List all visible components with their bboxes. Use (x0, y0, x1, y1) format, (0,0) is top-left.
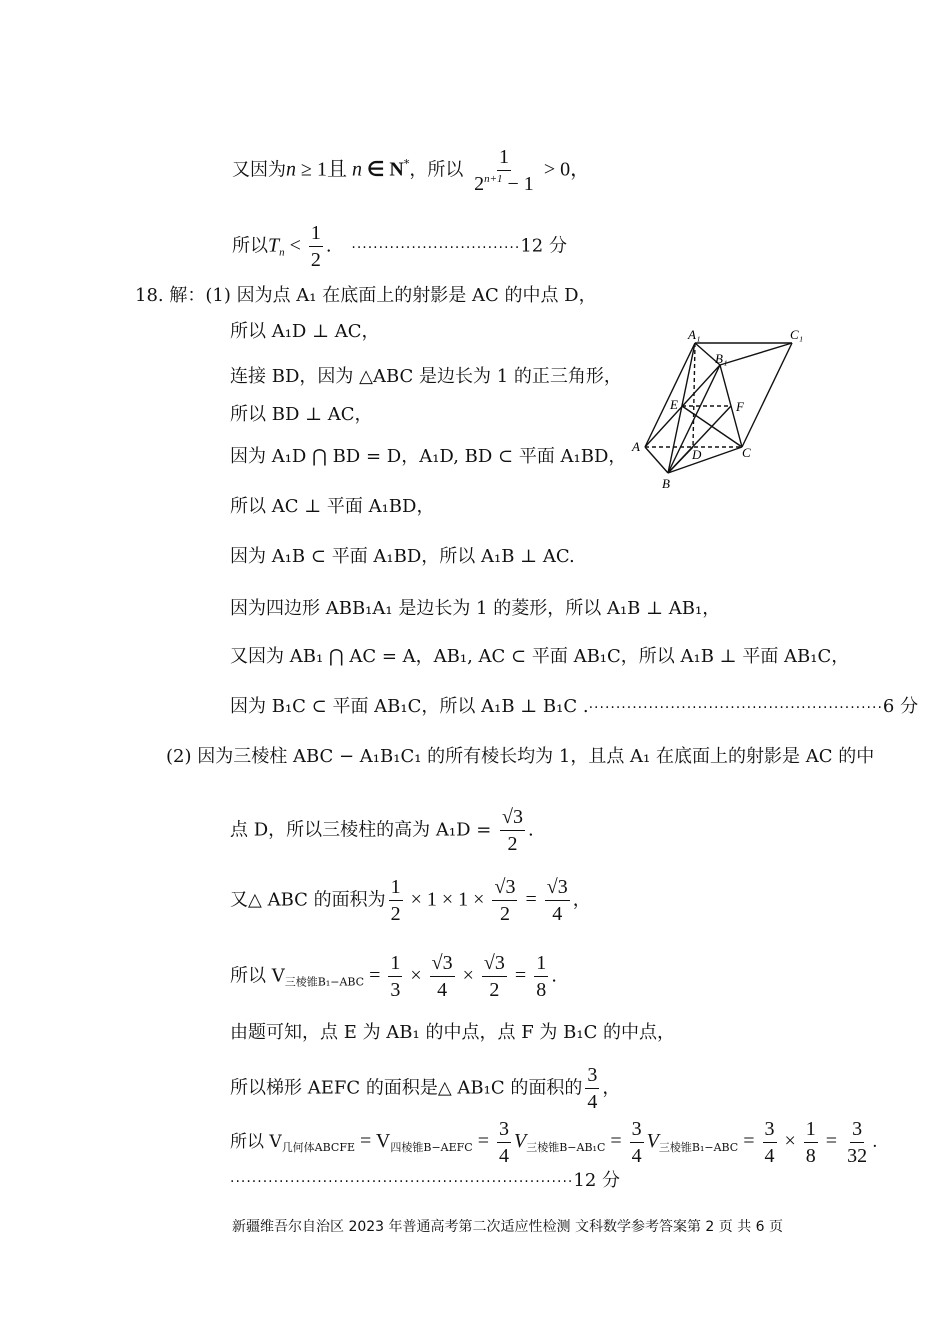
text: 所以 V (230, 1132, 282, 1152)
var-n: n (351, 158, 362, 181)
denominator: 2 (390, 903, 401, 925)
denominator: 4 (631, 1145, 642, 1167)
numerator: 1 (309, 222, 323, 247)
denominator: 4 (437, 979, 448, 1001)
text: . (528, 819, 534, 841)
edge-B1C1 (720, 343, 792, 365)
den-exp: n+1 (484, 173, 503, 185)
subscript: 四棱锥B−AEFC (390, 1141, 473, 1154)
text: ≥ 1且 (296, 158, 352, 181)
denominator: 4 (498, 1145, 509, 1167)
step: 连接 BD，因为 △ABC 是边长为 1 的正三角形， (230, 366, 622, 387)
fraction (492, 876, 517, 925)
label-E: E (670, 397, 678, 412)
denominator: 32 (847, 1145, 868, 1167)
subscript: 三棱锥B₁−ABC (284, 975, 365, 989)
text: ， (572, 889, 591, 911)
numerator: 3 (763, 1118, 777, 1143)
subscript: 三棱锥B−AB₁C (526, 1141, 606, 1154)
leader-dots: ······························································· (230, 1174, 574, 1190)
text: = (820, 1130, 843, 1152)
numerator: √3 (482, 952, 507, 977)
var-n: n (286, 158, 296, 181)
numerator: √3 (545, 876, 570, 901)
denominator: 4 (552, 903, 563, 925)
fraction (585, 1064, 599, 1113)
denominator (472, 171, 536, 195)
score: 6 分 (882, 696, 919, 717)
step (230, 698, 918, 716)
fraction (482, 952, 507, 1001)
denominator: 8 (536, 979, 547, 1001)
fraction (630, 1118, 644, 1167)
text: . (872, 1132, 878, 1152)
text: . (325, 235, 332, 257)
label-B1: B₁ (715, 351, 728, 366)
step: 所以 AC ⊥ 平面 A₁BD， (230, 496, 435, 517)
text: ， (602, 1077, 621, 1099)
den-base: 2 (474, 173, 485, 195)
score: 12 分 (520, 235, 567, 257)
fraction (804, 1118, 818, 1167)
line-tn-bound (232, 222, 567, 271)
edge-CC1 (742, 343, 792, 447)
leader-dots: ······························· (351, 239, 521, 256)
text: × (405, 964, 427, 987)
text: < (284, 234, 306, 257)
numerator: 3 (497, 1118, 511, 1143)
denominator: 8 (805, 1145, 816, 1167)
var-V: V (513, 1130, 527, 1152)
denominator: 4 (764, 1145, 775, 1167)
text: × 1 × 1 × (405, 888, 490, 911)
text: > 0， (538, 158, 591, 181)
step: 因为 A₁D ⋂ BD = D，A₁D, BD ⊂ 平面 A₁BD， (230, 446, 627, 467)
text: = (738, 1130, 760, 1152)
numerator: 3 (850, 1118, 864, 1143)
denominator: 4 (587, 1091, 598, 1113)
denominator: 2 (499, 903, 510, 925)
fraction (388, 952, 402, 1001)
fraction (430, 952, 455, 1001)
denominator: 2 (507, 833, 518, 855)
label-F: F (736, 399, 744, 414)
page-footer: 新疆维吾尔自治区 2023 年普通高考第二次适应性检测 文科数学参考答案第 2 页 共 6 页 (232, 1219, 784, 1235)
denominator: 2 (489, 979, 500, 1001)
text: 所以 (232, 235, 268, 257)
denominator: 3 (390, 979, 401, 1001)
step: 又因为 AB₁ ⋂ AC = A，AB₁, AC ⊂ 平面 AB₁C，所以 A₁B ⊥ 平面 AB₁C， (230, 646, 850, 667)
label-A: A (632, 439, 640, 454)
edge-AB (645, 447, 668, 473)
star: * (403, 157, 410, 171)
step (230, 1064, 620, 1113)
text: 点 D，所以三棱柱的高为 A₁D = (230, 819, 498, 841)
fraction (472, 146, 536, 195)
label-C: C (742, 445, 751, 460)
numerator: 1 (534, 952, 548, 977)
step: 因为 A₁B ⊂ 平面 A₁BD，所以 A₁B ⊥ AC. (230, 546, 575, 567)
set-N: ∈ N (361, 158, 404, 181)
numerator: √3 (500, 806, 525, 831)
text: = (472, 1130, 494, 1152)
fraction (845, 1118, 869, 1167)
numerator: 1 (804, 1118, 818, 1143)
den-rest: − 1 (502, 173, 534, 195)
var-T: T (268, 234, 280, 257)
sub-n: n (279, 246, 285, 259)
text: 又△ ABC 的面积为 (230, 889, 386, 911)
label-B: B (662, 476, 670, 491)
fraction (763, 1118, 777, 1167)
denominator: 2 (310, 249, 321, 271)
fraction (389, 876, 403, 925)
step (230, 952, 557, 1001)
text: = (520, 888, 542, 911)
label-A1: A₁ (688, 327, 701, 342)
text: × (779, 1130, 801, 1152)
part2-heading: (2) 因为三棱柱 ABC − A₁B₁C₁ 的所有棱长均为 1，且点 A₁ 在底面上的射影是 AC 的中 (166, 746, 875, 767)
var-V: V (646, 1130, 659, 1152)
step: 所以 A₁D ⊥ AC， (230, 321, 380, 342)
fraction (545, 876, 570, 925)
final-score-line (230, 1172, 620, 1190)
step (230, 806, 534, 855)
numerator: 1 (389, 876, 403, 901)
numerator: 1 (388, 952, 402, 977)
text: × (457, 964, 479, 987)
fraction (497, 1118, 511, 1167)
step: 因为四边形 ABB₁A₁ 是边长为 1 的菱形，所以 A₁B ⊥ AB₁， (230, 598, 721, 619)
line-n-condition (232, 146, 590, 195)
step (230, 876, 591, 925)
numerator: 3 (585, 1064, 599, 1089)
step: 所以 BD ⊥ AC， (230, 404, 373, 425)
leader-dots: ······················································ (588, 700, 883, 716)
text: 所以 V (230, 965, 285, 987)
step (230, 1118, 877, 1167)
text: . (551, 965, 557, 987)
numerator: √3 (430, 952, 455, 977)
numerator: √3 (492, 876, 517, 901)
text: 所以梯形 AEFC 的面积是△ AB₁C 的面积的 (230, 1077, 583, 1099)
subscript: 三棱锥B₁−ABC (658, 1141, 739, 1154)
prism-figure (620, 325, 810, 495)
text: 因为 B₁C ⊂ 平面 AB₁C，所以 A₁B ⊥ B₁C . (230, 696, 589, 717)
text: 又因为 (232, 159, 286, 181)
text: = V (355, 1130, 391, 1152)
fraction (309, 222, 323, 271)
text: = (509, 964, 532, 987)
text: ，所以 (409, 159, 464, 181)
label-D: D (692, 447, 702, 462)
numerator: 3 (630, 1118, 644, 1143)
q18-heading: 18. 解：(1) 因为点 A₁ 在底面上的射影是 AC 的中点 D， (135, 285, 597, 306)
subscript: 几何体ABCFE (281, 1141, 355, 1154)
numerator: 1 (497, 146, 511, 171)
score: 12 分 (573, 1170, 621, 1191)
label-C1: C₁ (790, 327, 804, 342)
text: = (364, 964, 386, 987)
text: = (605, 1130, 627, 1152)
fraction (500, 806, 525, 855)
fraction (534, 952, 548, 1001)
step: 由题可知，点 E 为 AB₁ 的中点，点 F 为 B₁C 的中点， (230, 1022, 676, 1043)
